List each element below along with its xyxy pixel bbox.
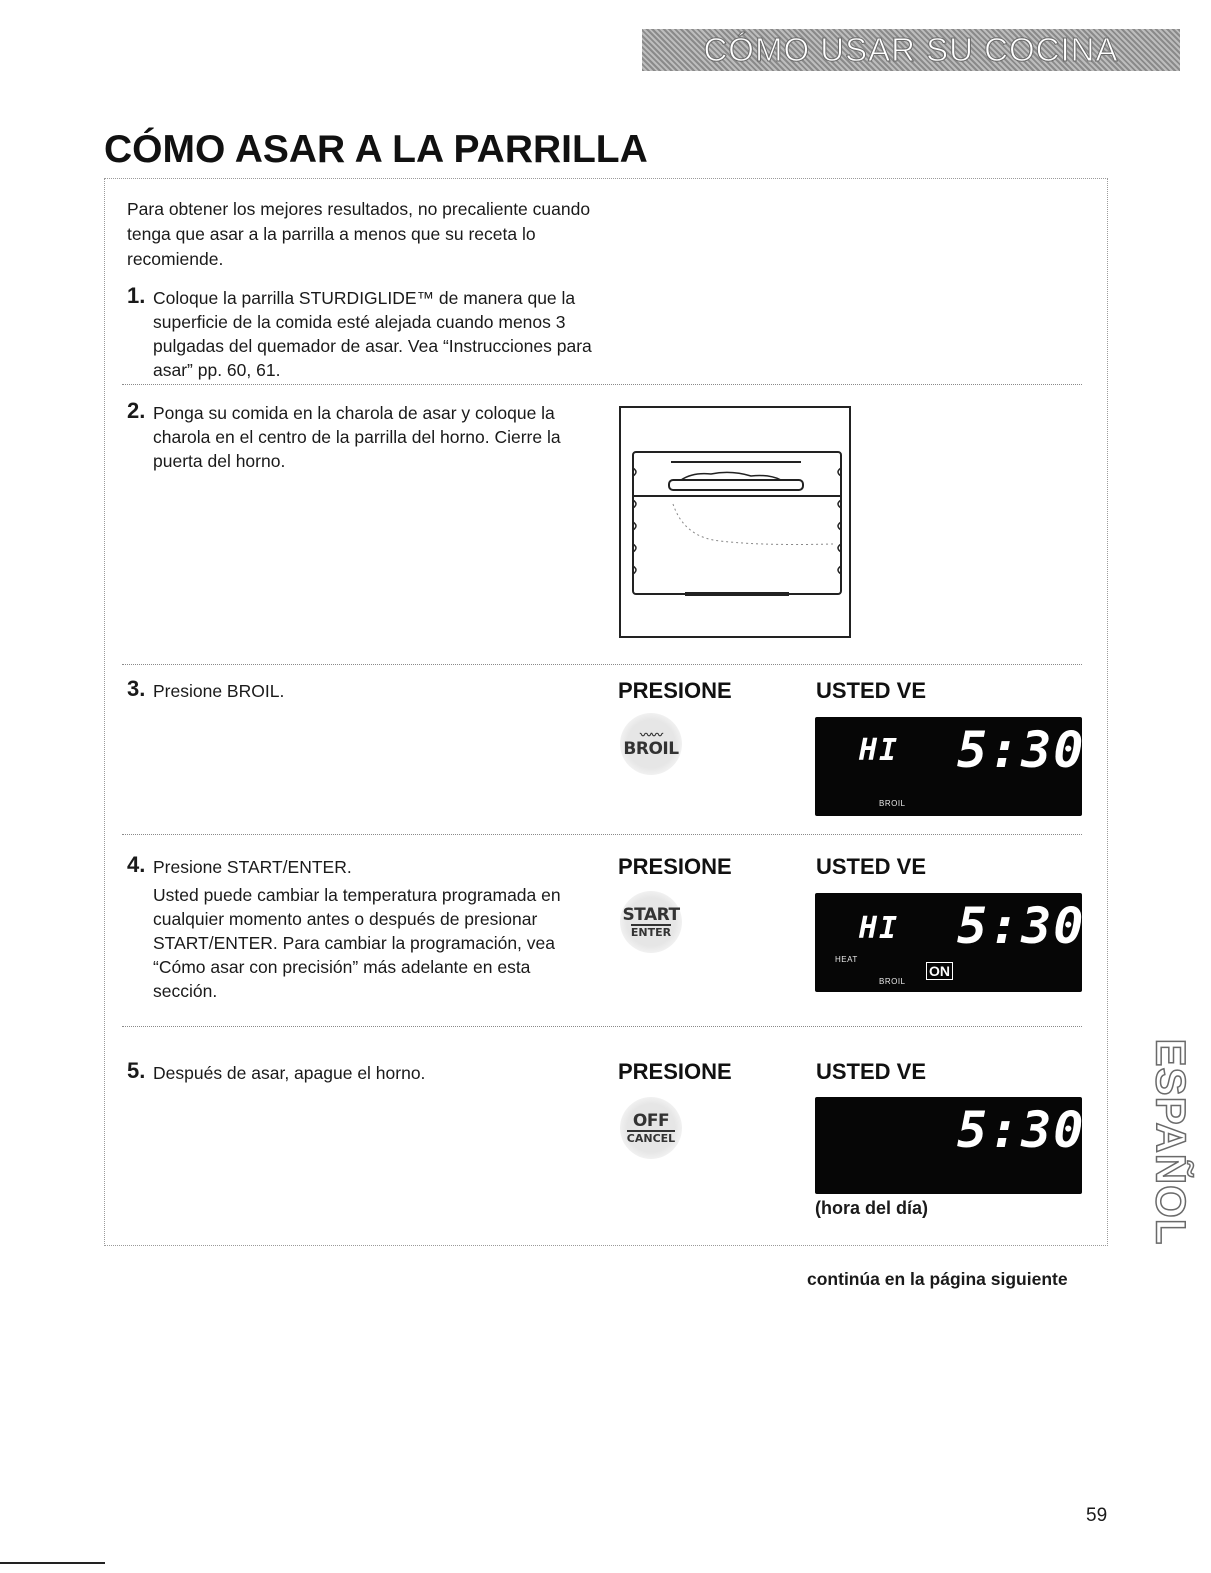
step-text: Presione START/ENTER.: [153, 857, 352, 877]
divider: [122, 1026, 1082, 1027]
language-tab: [1147, 1038, 1195, 1246]
step-3: [127, 677, 587, 703]
you-see-heading: USTED VE: [816, 854, 927, 879]
press-heading: PRESIONE: [618, 1059, 732, 1084]
display-time: 5:30: [957, 1101, 1086, 1159]
display-mode: HI: [859, 733, 900, 768]
off-cancel-key[interactable]: [620, 1097, 682, 1159]
press-heading: PRESIONE: [618, 678, 732, 703]
step-4: [127, 853, 597, 1003]
display-mode: HI: [859, 911, 900, 946]
display-time: 5:30: [957, 897, 1086, 955]
you-see-heading: USTED VE: [816, 1059, 927, 1084]
press-heading: PRESIONE: [618, 854, 732, 879]
divider: [122, 834, 1082, 835]
display-broil-indicator: BROIL: [879, 799, 906, 808]
enter-key-label: ENTER: [630, 925, 672, 939]
page-number: 59: [1086, 1505, 1108, 1526]
footer-rule: [0, 1562, 105, 1564]
display-heat-indicator: HEAT: [835, 955, 858, 964]
cancel-key-label: CANCEL: [626, 1131, 676, 1145]
step-2: [127, 399, 607, 473]
step-5: [127, 1059, 587, 1085]
display-time: 5:30: [957, 721, 1086, 779]
off-key-label: OFF: [632, 1110, 670, 1131]
step-text: Presione BROIL.: [153, 681, 285, 701]
step-number: 1.: [127, 283, 146, 308]
start-enter-key[interactable]: [620, 891, 682, 953]
section-banner: [642, 29, 1180, 71]
broil-key[interactable]: [620, 713, 682, 775]
step-number: 2.: [127, 398, 146, 423]
step-text: Ponga su comida en la charola de asar y coloque la charola en el centro de la parrilla del horno. Cierre la puerta del horno.: [153, 403, 561, 471]
step-number: 5.: [127, 1058, 146, 1083]
continue-note: continúa en la página siguiente: [807, 1269, 1068, 1289]
step-number: 4.: [127, 852, 146, 877]
step-text: Después de asar, apague el horno.: [153, 1063, 426, 1083]
oven-display-clock: [815, 1097, 1086, 1194]
page-title: CÓMO ASAR A LA PARRILLA: [104, 128, 648, 171]
intro-text: Para obtener los mejores resultados, no precaliente cuando tenga que asar a la parrilla a menos que su receta lo recomiende.: [127, 199, 591, 269]
oven-display-heating: [815, 893, 1086, 992]
step-number: 3.: [127, 676, 146, 701]
language-tab-text: ESPAÑOL: [1147, 1038, 1195, 1246]
step-1: [127, 284, 597, 382]
oven-display-broil: [815, 717, 1086, 816]
display-caption: (hora del día): [815, 1198, 929, 1218]
oven-drawing: [621, 408, 849, 636]
display-on-indicator: ON: [926, 962, 953, 980]
divider: [122, 664, 1082, 665]
step-text: Coloque la parrilla STURDIGLIDE™ de manera que la superficie de la comida esté alejada cuando menos 3 pulgadas del quemador de asar. Vea “Instrucciones para asar” pp. 60, 61.: [153, 288, 592, 380]
section-banner-text: CÓMO USAR SU COCINA: [703, 31, 1119, 68]
you-see-heading: USTED VE: [816, 678, 927, 703]
broil-key-label: BROIL: [623, 739, 679, 759]
oven-illustration: [619, 406, 851, 638]
step-note: Usted puede cambiar la temperatura programada en cualquier momento antes o después de presionar START/ENTER. Para cambiar la programación, vea “Cómo asar con precisión” más adelante en esta sección.: [153, 885, 561, 1001]
display-broil-indicator: BROIL: [879, 977, 906, 986]
broil-wave-icon: 〰〰: [639, 728, 662, 742]
divider: [122, 384, 1082, 385]
start-key-label: START: [622, 904, 680, 925]
